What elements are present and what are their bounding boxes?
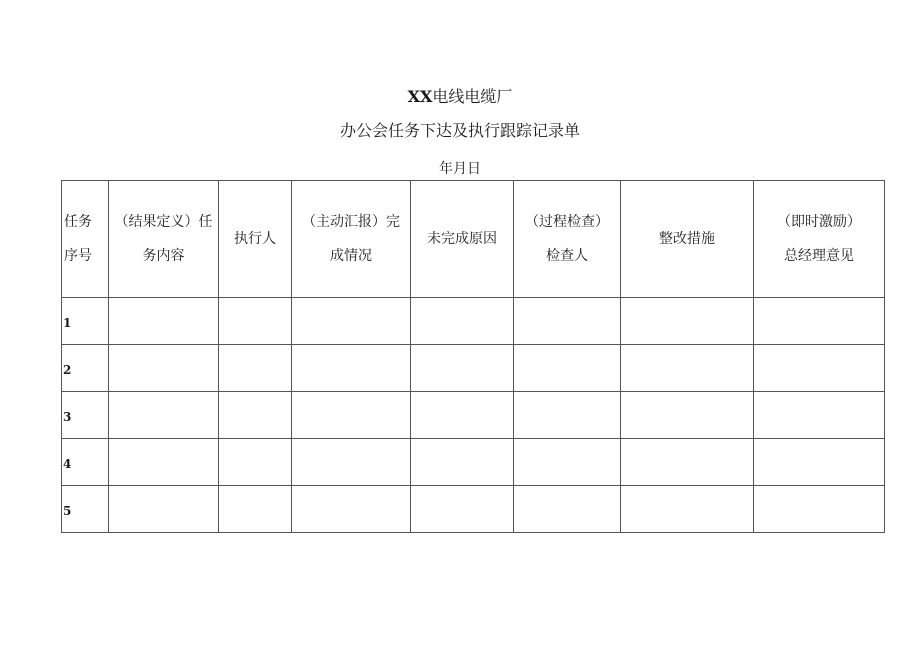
header-completion-status-line1: （主动汇报）完: [302, 214, 400, 230]
table-row: [62, 486, 885, 533]
cell-incomplete-reason[interactable]: [411, 392, 514, 439]
cell-incomplete-reason[interactable]: [411, 345, 514, 392]
task-tracking-table: [61, 180, 885, 533]
date-label: 年月日: [439, 161, 481, 177]
cell-incomplete-reason[interactable]: [411, 298, 514, 345]
table-row: [62, 392, 885, 439]
cell-inspector[interactable]: [514, 345, 621, 392]
header-task-content: [109, 181, 219, 298]
company-suffix: 电线电缆厂: [432, 87, 513, 106]
cell-gm-opinion[interactable]: [754, 392, 885, 439]
table-row: [62, 345, 885, 392]
row-number: 3: [62, 392, 109, 439]
cell-inspector[interactable]: [514, 392, 621, 439]
header-executor: [219, 181, 292, 298]
row-number: 5: [62, 486, 109, 533]
row-number: 4: [62, 439, 109, 486]
header-corrective-measures: [621, 181, 754, 298]
cell-completion-status[interactable]: [292, 439, 411, 486]
cell-inspector[interactable]: [514, 439, 621, 486]
cell-gm-opinion[interactable]: [754, 298, 885, 345]
cell-corrective-measures[interactable]: [621, 392, 754, 439]
header-incomplete-reason: [411, 181, 514, 298]
cell-completion-status[interactable]: [292, 345, 411, 392]
header-executor-line1: 执行人: [234, 231, 276, 247]
header-task-number: [62, 181, 109, 298]
table-row: [62, 439, 885, 486]
header-task-number-line1: 任务: [64, 214, 92, 230]
cell-task-content[interactable]: [109, 345, 219, 392]
cell-executor[interactable]: [219, 439, 292, 486]
cell-completion-status[interactable]: [292, 298, 411, 345]
table-row: [62, 298, 885, 345]
cell-executor[interactable]: [219, 298, 292, 345]
header-corrective-measures-line1: 整改措施: [659, 231, 715, 247]
company-name: [0, 87, 920, 107]
cell-incomplete-reason[interactable]: [411, 439, 514, 486]
header-task-content-line2: 务内容: [142, 248, 185, 264]
header-gm-opinion-line2: 总经理意见: [784, 248, 854, 264]
cell-incomplete-reason[interactable]: [411, 486, 514, 533]
cell-corrective-measures[interactable]: [621, 486, 754, 533]
header-task-content-line1: （结果定义）任: [114, 214, 213, 230]
cell-corrective-measures[interactable]: [621, 439, 754, 486]
cell-inspector[interactable]: [514, 486, 621, 533]
cell-task-content[interactable]: [109, 439, 219, 486]
form-title: 办公会任务下达及执行跟踪记录单: [339, 121, 580, 140]
cell-corrective-measures[interactable]: [621, 298, 754, 345]
cell-inspector[interactable]: [514, 298, 621, 345]
header-row: [62, 181, 885, 298]
header-gm-opinion: [754, 181, 885, 298]
cell-executor[interactable]: [219, 345, 292, 392]
company-prefix: XX: [407, 87, 433, 106]
header-inspector: [514, 181, 621, 298]
row-number: 2: [62, 345, 109, 392]
header-inspector-line1: （过程检查）: [525, 214, 609, 230]
row-number: 1: [62, 298, 109, 345]
header-inspector-line2: 检查人: [546, 248, 588, 264]
header-task-number-line2: 序号: [64, 248, 92, 264]
cell-task-content[interactable]: [109, 392, 219, 439]
table-body: [62, 298, 885, 533]
header-completion-status-line2: 成情况: [330, 248, 372, 264]
cell-task-content[interactable]: [109, 486, 219, 533]
header-incomplete-reason-line1: 未完成原因: [427, 231, 497, 247]
table-header: [62, 181, 885, 298]
cell-completion-status[interactable]: [292, 486, 411, 533]
cell-corrective-measures[interactable]: [621, 345, 754, 392]
cell-completion-status[interactable]: [292, 392, 411, 439]
cell-gm-opinion[interactable]: [754, 345, 885, 392]
cell-gm-opinion[interactable]: [754, 486, 885, 533]
header-completion-status: [292, 181, 411, 298]
cell-gm-opinion[interactable]: [754, 439, 885, 486]
header-gm-opinion-line1: （即时激励）: [777, 214, 861, 230]
cell-executor[interactable]: [219, 486, 292, 533]
cell-task-content[interactable]: [109, 298, 219, 345]
cell-executor[interactable]: [219, 392, 292, 439]
